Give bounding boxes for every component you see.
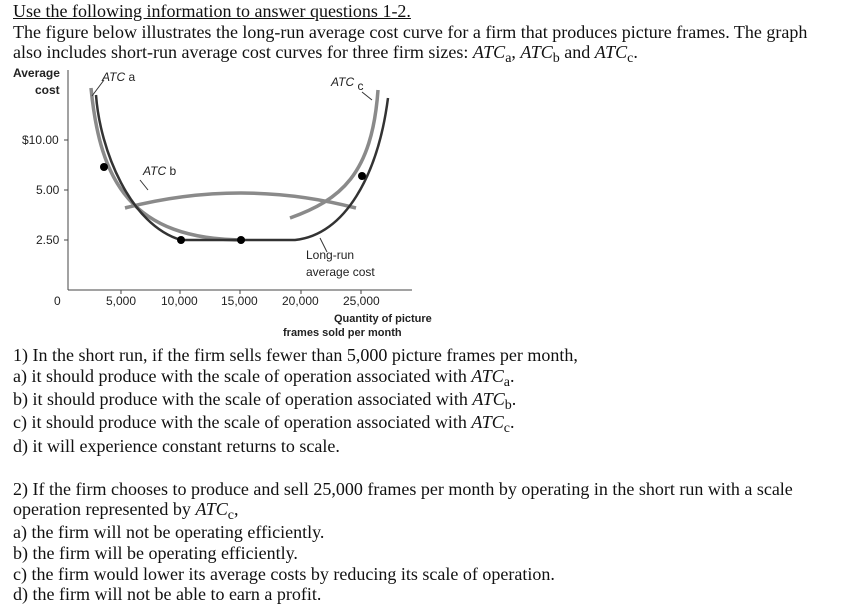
atc-c-pointer bbox=[362, 92, 372, 100]
y-tick-label: 0 bbox=[54, 294, 61, 308]
q2-option-a: a) the firm will not be operating efficiently. bbox=[13, 522, 325, 542]
q1-option-c: c) it should produce with the scale of operation associated with $ATC_c$. bbox=[13, 412, 515, 436]
intro-line-1: The figure below illustrates the long-run average cost curve for a firm that produces picture frames. The graph bbox=[13, 22, 808, 42]
q2-option-d: d) the firm will not be able to earn a profit. bbox=[13, 584, 322, 604]
y-axis-title-line1: Average bbox=[13, 66, 60, 80]
intro-line-2-text: also includes short-run average cost curves for three firm sizes: bbox=[13, 42, 473, 62]
q1-option-b: b) it should produce with the scale of operation associated with $ATC_b$. bbox=[13, 389, 517, 413]
atc-a-label: ATC a bbox=[102, 70, 136, 84]
y-tick-label: $10.00 bbox=[22, 133, 59, 147]
instruction-heading: Use the following information to answer questions 1-2. bbox=[13, 1, 411, 21]
tangency-dot-atc-a bbox=[100, 163, 108, 171]
atc-b-label: ATC b bbox=[143, 164, 177, 178]
x-tick-label: 25,000 bbox=[343, 294, 380, 308]
atc-a-ref: $ATC_a$ bbox=[472, 42, 512, 66]
y-axis-title-line2: cost bbox=[35, 83, 60, 97]
q1-option-a: a) it should produce with the scale of operation associated with $ATC_a$. bbox=[13, 366, 515, 390]
tangency-dot-min-start bbox=[177, 236, 185, 244]
atc-b-ref: $ATC_b$ bbox=[520, 42, 560, 66]
atc-c-ref: $ATC_c$ bbox=[594, 42, 634, 66]
q2-option-b: b) the firm will be operating efficiently. bbox=[13, 543, 298, 563]
q2-option-c: c) the firm would lower its average costs by reducing its scale of operation. bbox=[13, 564, 555, 584]
q2-stem-line1: 2) If the firm chooses to produce and sell 25,000 frames per month by operating in the short run with a scale bbox=[13, 479, 793, 499]
x-tick-label: 10,000 bbox=[161, 294, 198, 308]
q1-stem: 1) In the short run, if the firm sells fewer than 5,000 picture frames per month, bbox=[13, 345, 578, 365]
x-tick-label: 20,000 bbox=[282, 294, 319, 308]
intro-line-2: also includes short-run average cost curves for three firm sizes: $ATC_a$, $ATC_b$ and $ATC_c$. bbox=[13, 42, 638, 66]
q1-option-d: d) it will experience constant returns to scale. bbox=[13, 436, 340, 456]
atc-b-pointer bbox=[140, 180, 148, 190]
tangency-dot-atc-c bbox=[358, 172, 366, 180]
y-tick-label: 5.00 bbox=[36, 183, 60, 197]
x-tick-label: 5,000 bbox=[106, 294, 137, 308]
q2-stem-line2: operation represented by $ATC_c$, bbox=[13, 499, 239, 523]
long-run-average-cost-curve bbox=[96, 95, 388, 240]
lrac-label-line2: average cost bbox=[306, 265, 375, 279]
x-axis-title-line2: frames sold per month bbox=[283, 327, 402, 339]
lrac-label-line1: Long-run bbox=[306, 248, 355, 262]
tangency-dot-atc-b bbox=[237, 236, 245, 244]
y-tick-label: 2.50 bbox=[36, 233, 60, 247]
atc-c-label: ATC c bbox=[331, 75, 364, 93]
x-axis-title-line1: Quantity of picture bbox=[334, 313, 432, 325]
x-tick-label: 15,000 bbox=[221, 294, 258, 308]
